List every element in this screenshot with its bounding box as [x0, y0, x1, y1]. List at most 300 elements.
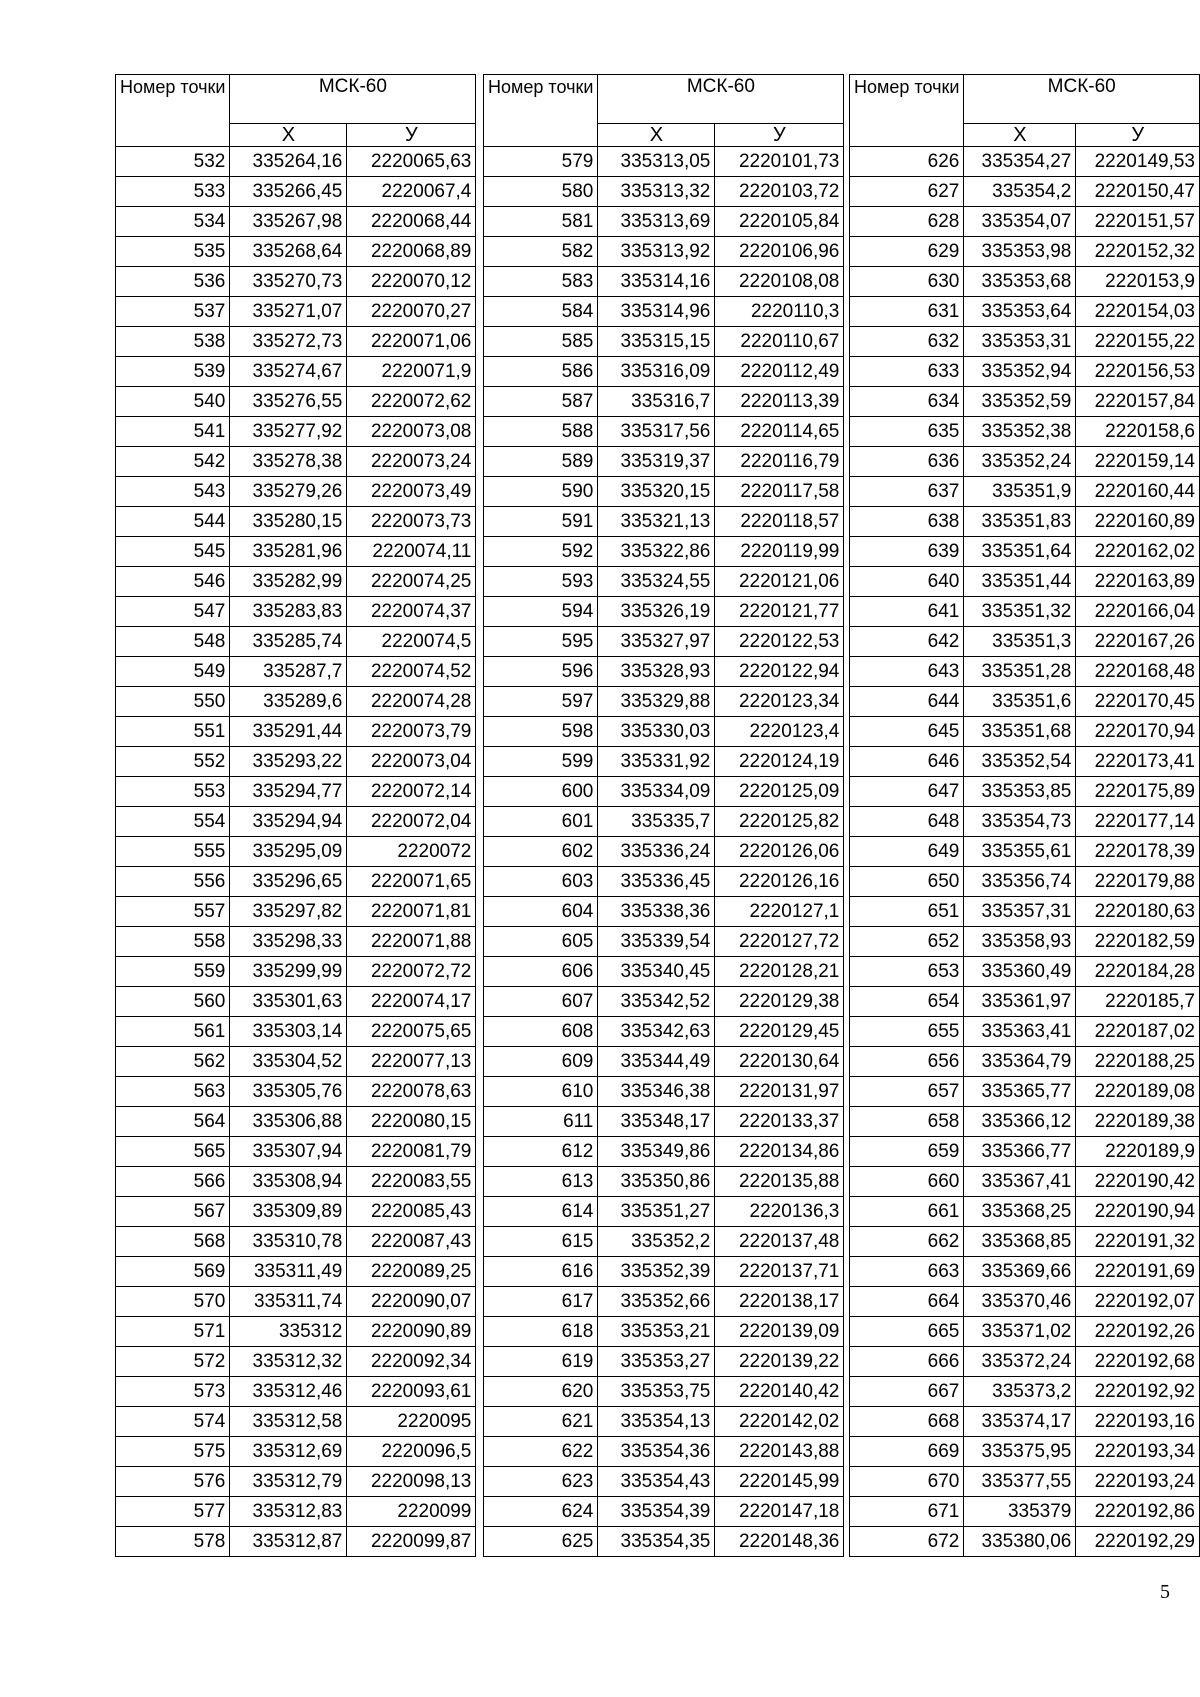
table-row: [850, 1257, 1200, 1287]
x-coordinate-cell: 335352,38: [964, 417, 1076, 447]
x-coordinate-cell: 335369,66: [964, 1257, 1076, 1287]
y-coordinate-cell: 2220067,4: [347, 177, 476, 207]
point-number-header: Номер точки: [850, 75, 964, 147]
table-row: [850, 477, 1200, 507]
point-number-cell: 601: [484, 807, 598, 837]
point-number-cell: 628: [850, 207, 964, 237]
y-coordinate-cell: 2220112,49: [715, 357, 844, 387]
table-row: [850, 237, 1200, 267]
y-coordinate-cell: 2220139,09: [715, 1317, 844, 1347]
table-row: [116, 987, 476, 1017]
table-row: [484, 1137, 844, 1167]
x-coordinate-cell: 335315,15: [598, 327, 715, 357]
table-row: [850, 1017, 1200, 1047]
y-coordinate-cell: 2220153,9: [1076, 267, 1200, 297]
x-coordinate-cell: 335280,15: [230, 507, 347, 537]
point-number-cell: 595: [484, 627, 598, 657]
point-number-cell: 571: [116, 1317, 230, 1347]
x-column-header: Х: [598, 124, 715, 147]
table-row: [116, 537, 476, 567]
x-coordinate-cell: 335353,75: [598, 1377, 715, 1407]
point-number-cell: 578: [116, 1527, 230, 1557]
table-row: [484, 897, 844, 927]
point-number-cell: 609: [484, 1047, 598, 1077]
x-coordinate-cell: 335316,09: [598, 357, 715, 387]
point-number-cell: 667: [850, 1377, 964, 1407]
y-coordinate-cell: 2220110,3: [715, 297, 844, 327]
x-coordinate-cell: 335353,68: [964, 267, 1076, 297]
x-coordinate-cell: 335264,16: [230, 147, 347, 177]
table-row: [484, 627, 844, 657]
point-number-cell: 666: [850, 1347, 964, 1377]
point-number-cell: 620: [484, 1377, 598, 1407]
y-coordinate-cell: 2220192,86: [1076, 1497, 1200, 1527]
point-number-cell: 567: [116, 1197, 230, 1227]
point-number-cell: 671: [850, 1497, 964, 1527]
table-row: [116, 927, 476, 957]
table-row: [850, 927, 1200, 957]
x-coordinate-cell: 335282,99: [230, 567, 347, 597]
y-coordinate-cell: 2220155,22: [1076, 327, 1200, 357]
y-coordinate-cell: 2220190,42: [1076, 1167, 1200, 1197]
table-row: [484, 1287, 844, 1317]
y-coordinate-cell: 2220083,55: [347, 1167, 476, 1197]
table-row: [116, 477, 476, 507]
x-coordinate-cell: 335342,52: [598, 987, 715, 1017]
y-coordinate-cell: 2220135,88: [715, 1167, 844, 1197]
x-coordinate-cell: 335299,99: [230, 957, 347, 987]
table-row: [850, 147, 1200, 177]
table-row: [850, 1317, 1200, 1347]
y-coordinate-cell: 2220073,04: [347, 747, 476, 777]
y-coordinate-cell: 2220173,41: [1076, 747, 1200, 777]
y-coordinate-cell: 2220072,04: [347, 807, 476, 837]
x-coordinate-cell: 335355,61: [964, 837, 1076, 867]
y-coordinate-cell: 2220074,28: [347, 687, 476, 717]
point-number-cell: 576: [116, 1467, 230, 1497]
table-row: [850, 867, 1200, 897]
point-number-cell: 536: [116, 267, 230, 297]
y-coordinate-cell: 2220090,89: [347, 1317, 476, 1347]
table-row: [484, 357, 844, 387]
table-row: [850, 1047, 1200, 1077]
point-number-cell: 624: [484, 1497, 598, 1527]
table-row: [850, 1527, 1200, 1557]
point-number-cell: 580: [484, 177, 598, 207]
y-coordinate-cell: 2220193,16: [1076, 1407, 1200, 1437]
y-coordinate-cell: 2220087,43: [347, 1227, 476, 1257]
table-row: [116, 1377, 476, 1407]
point-number-cell: 659: [850, 1137, 964, 1167]
x-coordinate-cell: 335312,83: [230, 1497, 347, 1527]
x-coordinate-cell: 335313,69: [598, 207, 715, 237]
x-coordinate-cell: 335366,77: [964, 1137, 1076, 1167]
y-coordinate-cell: 2220163,89: [1076, 567, 1200, 597]
y-coordinate-cell: 2220193,24: [1076, 1467, 1200, 1497]
y-coordinate-cell: 2220074,5: [347, 627, 476, 657]
table-row: [484, 837, 844, 867]
y-coordinate-cell: 2220073,24: [347, 447, 476, 477]
point-number-cell: 540: [116, 387, 230, 417]
y-coordinate-cell: 2220073,49: [347, 477, 476, 507]
point-number-cell: 558: [116, 927, 230, 957]
y-coordinate-cell: 2220074,52: [347, 657, 476, 687]
point-number-cell: 547: [116, 597, 230, 627]
point-number-cell: 642: [850, 627, 964, 657]
x-coordinate-cell: 335293,22: [230, 747, 347, 777]
x-coordinate-cell: 335357,31: [964, 897, 1076, 927]
y-coordinate-cell: 2220182,59: [1076, 927, 1200, 957]
table-row: [850, 417, 1200, 447]
x-coordinate-cell: 335309,89: [230, 1197, 347, 1227]
table-row: [484, 1407, 844, 1437]
x-coordinate-cell: 335266,45: [230, 177, 347, 207]
point-number-cell: 554: [116, 807, 230, 837]
table-row: [484, 417, 844, 447]
x-coordinate-cell: 335351,44: [964, 567, 1076, 597]
x-coordinate-cell: 335313,32: [598, 177, 715, 207]
x-coordinate-cell: 335277,92: [230, 417, 347, 447]
x-coordinate-cell: 335317,56: [598, 417, 715, 447]
x-coordinate-cell: 335336,24: [598, 837, 715, 867]
x-coordinate-cell: 335279,26: [230, 477, 347, 507]
y-coordinate-cell: 2220127,1: [715, 897, 844, 927]
y-coordinate-cell: 2220095: [347, 1407, 476, 1437]
x-coordinate-cell: 335354,36: [598, 1437, 715, 1467]
y-coordinate-cell: 2220148,36: [715, 1527, 844, 1557]
table-row: [850, 1137, 1200, 1167]
x-coordinate-cell: 335377,55: [964, 1467, 1076, 1497]
y-coordinate-cell: 2220192,29: [1076, 1527, 1200, 1557]
x-coordinate-cell: 335276,55: [230, 387, 347, 417]
table-row: [484, 927, 844, 957]
table-row: [116, 507, 476, 537]
table-row: [484, 207, 844, 237]
point-number-cell: 534: [116, 207, 230, 237]
x-coordinate-cell: 335358,93: [964, 927, 1076, 957]
y-coordinate-cell: 2220099,87: [347, 1527, 476, 1557]
y-coordinate-cell: 2220158,6: [1076, 417, 1200, 447]
point-number-cell: 603: [484, 867, 598, 897]
x-coordinate-cell: 335350,86: [598, 1167, 715, 1197]
y-coordinate-cell: 2220151,57: [1076, 207, 1200, 237]
y-coordinate-cell: 2220129,45: [715, 1017, 844, 1047]
table-row: [484, 1227, 844, 1257]
x-coordinate-cell: 335353,64: [964, 297, 1076, 327]
y-coordinate-cell: 2220123,4: [715, 717, 844, 747]
x-coordinate-cell: 335351,32: [964, 597, 1076, 627]
table-row: [116, 837, 476, 867]
x-coordinate-cell: 335312,46: [230, 1377, 347, 1407]
point-number-cell: 657: [850, 1077, 964, 1107]
y-coordinate-cell: 2220192,68: [1076, 1347, 1200, 1377]
point-number-cell: 592: [484, 537, 598, 567]
table-row: [116, 417, 476, 447]
x-coordinate-cell: 335335,7: [598, 807, 715, 837]
x-coordinate-cell: 335320,15: [598, 477, 715, 507]
table-row: [116, 627, 476, 657]
x-coordinate-cell: 335351,28: [964, 657, 1076, 687]
y-coordinate-cell: 2220125,09: [715, 777, 844, 807]
table-row: [850, 1377, 1200, 1407]
table-row: [850, 207, 1200, 237]
point-number-cell: 559: [116, 957, 230, 987]
point-number-cell: 541: [116, 417, 230, 447]
x-coordinate-cell: 335373,2: [964, 1377, 1076, 1407]
table-row: [850, 597, 1200, 627]
point-number-cell: 588: [484, 417, 598, 447]
x-coordinate-cell: 335352,39: [598, 1257, 715, 1287]
y-coordinate-cell: 2220068,44: [347, 207, 476, 237]
y-coordinate-cell: 2220092,34: [347, 1347, 476, 1377]
x-coordinate-cell: 335354,39: [598, 1497, 715, 1527]
point-number-cell: 581: [484, 207, 598, 237]
y-coordinate-cell: 2220154,03: [1076, 297, 1200, 327]
y-coordinate-cell: 2220180,63: [1076, 897, 1200, 927]
point-number-cell: 575: [116, 1437, 230, 1467]
y-coordinate-cell: 2220179,88: [1076, 867, 1200, 897]
coordinates-table-3: [849, 74, 1200, 1557]
x-coordinate-cell: 335303,14: [230, 1017, 347, 1047]
y-coordinate-cell: 2220114,65: [715, 417, 844, 447]
y-coordinate-cell: 2220117,58: [715, 477, 844, 507]
x-coordinate-cell: 335351,3: [964, 627, 1076, 657]
point-number-cell: 632: [850, 327, 964, 357]
table-row: [484, 477, 844, 507]
table-row: [116, 897, 476, 927]
table-row: [850, 1167, 1200, 1197]
y-coordinate-cell: 2220073,08: [347, 417, 476, 447]
point-number-cell: 611: [484, 1107, 598, 1137]
point-number-cell: 586: [484, 357, 598, 387]
table-row: [116, 1077, 476, 1107]
table-row: [484, 1077, 844, 1107]
y-coordinate-cell: 2220068,89: [347, 237, 476, 267]
x-coordinate-cell: 335351,64: [964, 537, 1076, 567]
point-number-cell: 606: [484, 957, 598, 987]
y-coordinate-cell: 2220096,5: [347, 1437, 476, 1467]
y-coordinate-cell: 2220071,65: [347, 867, 476, 897]
y-coordinate-cell: 2220071,81: [347, 897, 476, 927]
point-number-cell: 556: [116, 867, 230, 897]
y-coordinate-cell: 2220122,94: [715, 657, 844, 687]
point-number-cell: 626: [850, 147, 964, 177]
table-row: [850, 747, 1200, 777]
table-row: [484, 567, 844, 597]
x-coordinate-cell: 335301,63: [230, 987, 347, 1017]
x-coordinate-cell: 335334,09: [598, 777, 715, 807]
point-number-cell: 550: [116, 687, 230, 717]
y-coordinate-cell: 2220121,06: [715, 567, 844, 597]
x-coordinate-cell: 335314,16: [598, 267, 715, 297]
x-coordinate-cell: 335312: [230, 1317, 347, 1347]
x-coordinate-cell: 335316,7: [598, 387, 715, 417]
x-coordinate-cell: 335366,12: [964, 1107, 1076, 1137]
table-row: [116, 447, 476, 477]
table-row: [484, 687, 844, 717]
y-coordinate-cell: 2220128,21: [715, 957, 844, 987]
point-number-cell: 662: [850, 1227, 964, 1257]
table-row: [116, 1347, 476, 1377]
table-row: [850, 1437, 1200, 1467]
table-row: [116, 567, 476, 597]
point-number-cell: 665: [850, 1317, 964, 1347]
x-coordinate-cell: 335354,07: [964, 207, 1076, 237]
y-coordinate-cell: 2220185,7: [1076, 987, 1200, 1017]
table-row: [484, 777, 844, 807]
y-coordinate-cell: 2220081,79: [347, 1137, 476, 1167]
table-row: [116, 1047, 476, 1077]
table-row: [850, 777, 1200, 807]
point-number-cell: 570: [116, 1287, 230, 1317]
table-row: [850, 267, 1200, 297]
table-row: [484, 807, 844, 837]
y-coordinate-cell: 2220145,99: [715, 1467, 844, 1497]
y-coordinate-cell: 2220108,08: [715, 267, 844, 297]
x-coordinate-cell: 335352,2: [598, 1227, 715, 1257]
x-coordinate-cell: 335365,77: [964, 1077, 1076, 1107]
point-number-header: Номер точки: [484, 75, 598, 147]
table-row: [484, 447, 844, 477]
table-row: [850, 1227, 1200, 1257]
y-coordinate-cell: 2220142,02: [715, 1407, 844, 1437]
table-row: [850, 507, 1200, 537]
table-row: [850, 687, 1200, 717]
x-coordinate-cell: 335313,92: [598, 237, 715, 267]
point-number-cell: 577: [116, 1497, 230, 1527]
table-row: [484, 717, 844, 747]
point-number-cell: 614: [484, 1197, 598, 1227]
point-number-cell: 557: [116, 897, 230, 927]
y-coordinate-cell: 2220074,11: [347, 537, 476, 567]
y-coordinate-cell: 2220189,38: [1076, 1107, 1200, 1137]
table-row: [116, 1107, 476, 1137]
point-number-cell: 551: [116, 717, 230, 747]
point-number-cell: 616: [484, 1257, 598, 1287]
x-coordinate-cell: 335339,54: [598, 927, 715, 957]
point-number-cell: 553: [116, 777, 230, 807]
point-number-cell: 537: [116, 297, 230, 327]
table-row: [484, 1347, 844, 1377]
x-column-header: Х: [230, 124, 347, 147]
table-body: [484, 147, 844, 1557]
x-coordinate-cell: 335356,74: [964, 867, 1076, 897]
point-number-cell: 660: [850, 1167, 964, 1197]
point-number-cell: 607: [484, 987, 598, 1017]
y-coordinate-cell: 2220103,72: [715, 177, 844, 207]
point-number-cell: 590: [484, 477, 598, 507]
point-number-cell: 644: [850, 687, 964, 717]
y-coordinate-cell: 2220134,86: [715, 1137, 844, 1167]
x-coordinate-cell: 335371,02: [964, 1317, 1076, 1347]
x-coordinate-cell: 335353,98: [964, 237, 1076, 267]
x-coordinate-cell: 335351,6: [964, 687, 1076, 717]
point-number-cell: 594: [484, 597, 598, 627]
y-coordinate-cell: 2220113,39: [715, 387, 844, 417]
table-row: [116, 597, 476, 627]
table-row: [116, 1467, 476, 1497]
point-number-cell: 610: [484, 1077, 598, 1107]
table-row: [484, 1467, 844, 1497]
table-row: [484, 1527, 844, 1557]
table-row: [850, 1077, 1200, 1107]
point-number-cell: 639: [850, 537, 964, 567]
y-column-header: У: [715, 124, 844, 147]
y-coordinate-cell: 2220073,73: [347, 507, 476, 537]
y-coordinate-cell: 2220080,15: [347, 1107, 476, 1137]
table-row: [850, 897, 1200, 927]
point-number-cell: 637: [850, 477, 964, 507]
point-number-cell: 630: [850, 267, 964, 297]
point-number-cell: 669: [850, 1437, 964, 1467]
x-coordinate-cell: 335360,49: [964, 957, 1076, 987]
x-coordinate-cell: 335306,88: [230, 1107, 347, 1137]
y-coordinate-cell: 2220073,79: [347, 717, 476, 747]
point-number-cell: 633: [850, 357, 964, 387]
table-row: [850, 1287, 1200, 1317]
point-number-cell: 587: [484, 387, 598, 417]
x-coordinate-cell: 335312,58: [230, 1407, 347, 1437]
point-number-header: Номер точки: [116, 75, 230, 147]
y-coordinate-cell: 2220116,79: [715, 447, 844, 477]
point-number-cell: 582: [484, 237, 598, 267]
table-row: [116, 177, 476, 207]
y-coordinate-cell: 2220190,94: [1076, 1197, 1200, 1227]
x-coordinate-cell: 335354,73: [964, 807, 1076, 837]
y-coordinate-cell: 2220150,47: [1076, 177, 1200, 207]
table-row: [484, 507, 844, 537]
x-coordinate-cell: 335268,64: [230, 237, 347, 267]
y-coordinate-cell: 2220137,71: [715, 1257, 844, 1287]
point-number-cell: 647: [850, 777, 964, 807]
coordinate-system-header: МСК-60: [230, 75, 476, 124]
table-row: [484, 297, 844, 327]
point-number-cell: 634: [850, 387, 964, 417]
point-number-cell: 598: [484, 717, 598, 747]
y-coordinate-cell: 2220149,53: [1076, 147, 1200, 177]
point-number-cell: 608: [484, 1017, 598, 1047]
point-number-cell: 566: [116, 1167, 230, 1197]
x-column-header: Х: [964, 124, 1076, 147]
point-number-cell: 641: [850, 597, 964, 627]
point-number-cell: 643: [850, 657, 964, 687]
x-coordinate-cell: 335328,93: [598, 657, 715, 687]
point-number-cell: 572: [116, 1347, 230, 1377]
x-coordinate-cell: 335278,38: [230, 447, 347, 477]
table-row: [116, 327, 476, 357]
x-coordinate-cell: 335336,45: [598, 867, 715, 897]
point-number-cell: 563: [116, 1077, 230, 1107]
y-coordinate-cell: 2220147,18: [715, 1497, 844, 1527]
x-coordinate-cell: 335363,41: [964, 1017, 1076, 1047]
point-number-cell: 583: [484, 267, 598, 297]
point-number-cell: 597: [484, 687, 598, 717]
table-row: [850, 1347, 1200, 1377]
x-coordinate-cell: 335327,97: [598, 627, 715, 657]
point-number-cell: 602: [484, 837, 598, 867]
table-row: [850, 717, 1200, 747]
x-coordinate-cell: 335289,6: [230, 687, 347, 717]
y-coordinate-cell: 2220126,16: [715, 867, 844, 897]
x-coordinate-cell: 335379: [964, 1497, 1076, 1527]
x-coordinate-cell: 335307,94: [230, 1137, 347, 1167]
x-coordinate-cell: 335353,85: [964, 777, 1076, 807]
x-coordinate-cell: 335338,36: [598, 897, 715, 927]
point-number-cell: 655: [850, 1017, 964, 1047]
x-coordinate-cell: 335304,52: [230, 1047, 347, 1077]
x-coordinate-cell: 335297,82: [230, 897, 347, 927]
point-number-cell: 544: [116, 507, 230, 537]
